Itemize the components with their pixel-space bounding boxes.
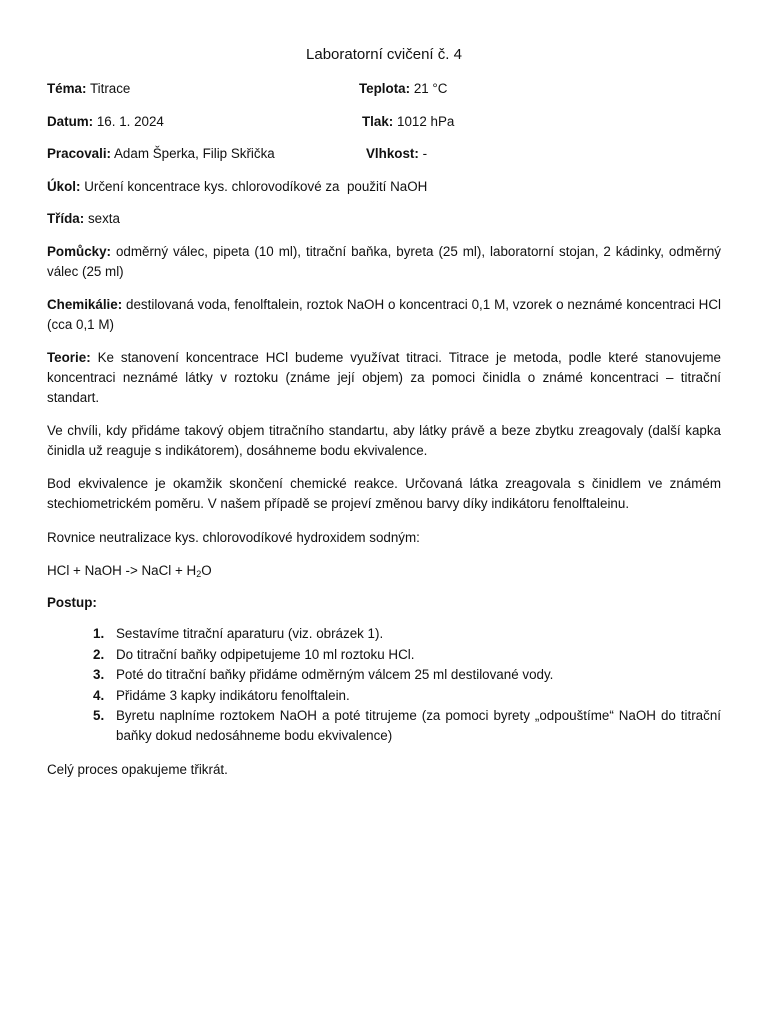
- ukol-label: Úkol:: [47, 179, 81, 194]
- pomucky-paragraph: [47, 242, 721, 282]
- datum-label: Datum:: [47, 114, 94, 129]
- equation-end: O: [201, 563, 212, 578]
- ekvivalence-paragraph: Ve chvíli, kdy přidáme takový objem titračního standartu, aby látky právě a beze zbytku zreagovaly (další kapka činidla už reaguje s indikátorem), dosáhneme bodu ekvivalence.: [47, 423, 721, 458]
- rovnice-intro: Rovnice neutralizace kys. chlorovodíkové hydroxidem sodným:: [47, 530, 420, 545]
- vlhkost-label: Vlhkost:: [366, 146, 419, 161]
- step-number: 2.: [93, 646, 105, 662]
- step-text: Přidáme 3 kapky indikátoru fenolftalein.: [116, 687, 350, 703]
- vlhkost-value: -: [422, 146, 428, 161]
- postup-steps-list: [0, 624, 721, 747]
- list-item: [0, 706, 721, 746]
- step-text: Do titrační baňky odpipetujeme 10 ml roztoku HCl.: [116, 646, 415, 662]
- list-item: [0, 686, 721, 706]
- chemikalie-paragraph: [47, 295, 721, 335]
- teorie-paragraph: [47, 348, 721, 408]
- trida-field: [47, 209, 120, 229]
- trida-label: Třída:: [47, 211, 85, 226]
- step-text: Poté do titrační baňky přidáme odměrným válcem 25 ml destilované vody.: [116, 667, 554, 682]
- chemikalie-label: Chemikálie:: [47, 297, 123, 312]
- closing-sentence: Celý proces opakujeme třikrát.: [47, 762, 228, 777]
- step-number: 3.: [93, 667, 105, 682]
- datum-value: 16. 1. 2024: [96, 114, 164, 129]
- list-item: [0, 665, 721, 685]
- tlak-value: 1012 hPa: [397, 114, 455, 129]
- teorie-text: Ke stanovení koncentrace HCl budeme využívat titraci. Titrace je metoda, podle které stanovujeme koncentraci neznámé látky v roztoku (známe její objem) za pomoci činidla o známé koncentraci – titrační standart.: [47, 350, 721, 405]
- pracovali-label: Pracovali:: [47, 146, 112, 161]
- postup-label: Postup:: [47, 595, 97, 610]
- equation-subscript: 2: [196, 569, 202, 579]
- list-item: [0, 624, 721, 644]
- equation-main: HCl + NaOH -> NaCl + H: [47, 563, 197, 578]
- step-text: Byretu naplníme roztokem NaOH a poté titrujeme (za pomoci byrety „odpouštíme“ NaOH do titrační baňky dokud nedosáhneme bodu ekvivalence): [116, 708, 721, 743]
- teplota-field: [359, 79, 447, 99]
- ukol-value: Určení koncentrace kys. chlorovodíkové za použití NaOH: [84, 179, 428, 194]
- tema-field: [47, 79, 130, 99]
- pomucky-text: odměrný válec, pipeta (10 ml), titrační baňka, byreta (25 ml), laboratorní stojan, 2 kádinky, odměrný válec (25 ml): [47, 244, 721, 279]
- trida-value: sexta: [87, 211, 120, 226]
- teplota-value: 21 °C: [413, 81, 448, 96]
- step-number: 4.: [93, 687, 105, 703]
- step-text: Sestavíme titrační aparaturu (viz. obrázek 1).: [116, 626, 384, 641]
- postup-heading: [47, 593, 97, 613]
- list-item: [0, 645, 721, 665]
- tlak-label: Tlak:: [362, 114, 394, 129]
- pomucky-label: Pomůcky:: [47, 244, 111, 259]
- pracovali-value: Adam Šperka, Filip Skřička: [114, 146, 275, 161]
- tema-value: Titrace: [89, 81, 131, 96]
- pracovali-field: [47, 144, 275, 164]
- step-number: 5.: [93, 708, 105, 723]
- chemikalie-text: destilovaná voda, fenolftalein, roztok NaOH o koncentraci 0,1 M, vzorek o neznámé koncentraci HCl (cca 0,1 M): [47, 297, 721, 332]
- teplota-label: Teplota:: [359, 81, 411, 96]
- datum-field: [47, 112, 164, 132]
- vlhkost-field: [366, 144, 427, 164]
- bod-ekvivalence-paragraph: Bod ekvivalence je okamžik skončení chemické reakce. Určovaná látka zreagovala s činidlem ve známém stechiometrickém poměru. V našem případě se projeví změnou barvy díky indikátoru fenolftaleinu.: [47, 476, 721, 511]
- step-number: 1.: [93, 626, 105, 641]
- tlak-field: [362, 112, 454, 132]
- tema-label: Téma:: [47, 81, 87, 96]
- ukol-field: [47, 177, 427, 197]
- chemical-equation: [47, 561, 212, 581]
- teorie-label: Teorie:: [47, 350, 91, 365]
- page-title: Laboratorní cvičení č. 4: [306, 46, 462, 63]
